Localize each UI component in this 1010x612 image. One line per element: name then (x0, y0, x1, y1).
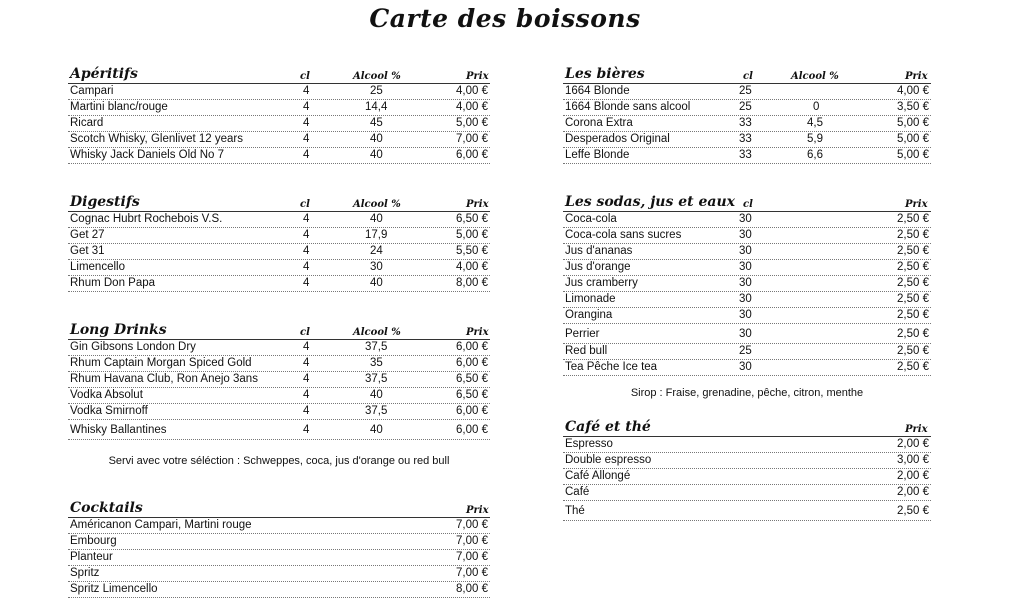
item-alcool: 40 (370, 389, 383, 401)
menu-row (563, 437, 931, 453)
item-alcool: 6,6 (807, 149, 823, 161)
item-name: Gin Gibsons London Dry (70, 341, 196, 353)
item-name: Vodka Absolut (70, 389, 143, 401)
menu-row (68, 228, 490, 244)
item-name: Spritz (70, 567, 100, 579)
menu-row (68, 388, 490, 404)
item-price: 4,00 € (456, 85, 488, 97)
item-alcool: 17,9 (365, 229, 388, 241)
item-price: 5,00 € (897, 133, 929, 145)
item-alcool: 4,5 (807, 117, 823, 129)
menu-row (68, 404, 490, 420)
item-price: 5,00 € (456, 117, 488, 129)
item-cl: 4 (303, 213, 310, 225)
item-price: 3,50 € (897, 101, 929, 113)
item-name: Whisky Jack Daniels Old No 7 (70, 149, 225, 161)
item-alcool: 40 (370, 424, 383, 436)
item-price: 4,00 € (897, 85, 929, 97)
item-cl: 30 (739, 361, 752, 373)
section-title: Cocktails (70, 500, 143, 516)
item-alcool: 37,5 (365, 373, 388, 385)
item-name: Get 27 (70, 229, 105, 241)
menu-row (563, 501, 931, 521)
item-cl: 4 (303, 245, 310, 257)
menu-row (563, 132, 931, 148)
section-header (68, 501, 490, 518)
item-price: 5,50 € (456, 245, 488, 257)
item-cl: 4 (303, 277, 310, 289)
item-cl: 4 (303, 85, 310, 97)
item-price: 2,50 € (897, 361, 929, 373)
item-name: Coca-cola sans sucres (565, 229, 682, 241)
menu-row (563, 100, 931, 116)
item-name: Double espresso (565, 454, 652, 466)
item-name: Thé (565, 505, 585, 517)
item-name: Leffe Blonde (565, 149, 630, 161)
item-name: Coca-cola (565, 213, 617, 225)
item-cl: 4 (303, 389, 310, 401)
item-cl: 25 (739, 101, 752, 113)
item-price: 6,50 € (456, 213, 488, 225)
item-cl: 30 (739, 229, 752, 241)
menu-row (68, 132, 490, 148)
item-price: 2,00 € (897, 486, 929, 498)
header-prix: Prix (466, 327, 489, 338)
item-name: Jus cramberry (565, 277, 638, 289)
item-price: 8,00 € (456, 583, 488, 595)
section-title: Les bières (565, 66, 645, 82)
menu-row (68, 582, 490, 598)
menu-row (68, 566, 490, 582)
item-price: 5,00 € (897, 117, 929, 129)
menu-row (68, 518, 490, 534)
item-cl: 33 (739, 149, 752, 161)
item-alcool: 0 (813, 101, 820, 113)
header-prix: Prix (905, 199, 928, 210)
item-cl: 4 (303, 261, 310, 273)
item-alcool: 14,4 (365, 101, 388, 113)
item-price: 2,50 € (897, 293, 929, 305)
section-cafe (563, 420, 931, 521)
item-cl: 30 (739, 328, 752, 340)
menu-row (68, 534, 490, 550)
section-title: Les sodas, jus et eaux (565, 194, 735, 210)
item-name: Vodka Smirnoff (70, 405, 148, 417)
item-price: 4,00 € (456, 261, 488, 273)
item-cl: 30 (739, 277, 752, 289)
item-alcool: 24 (370, 245, 383, 257)
sirop-note: Sirop : Fraise, grenadine, pêche, citron, menthe (630, 387, 864, 399)
item-name: Limencello (70, 261, 125, 273)
item-price: 7,00 € (456, 551, 488, 563)
section-long-drinks (68, 323, 490, 440)
item-price: 2,50 € (897, 261, 929, 273)
header-cl: cl (300, 327, 310, 338)
item-price: 6,00 € (456, 357, 488, 369)
item-price: 2,50 € (897, 213, 929, 225)
item-price: 2,50 € (897, 505, 929, 517)
section-header (563, 195, 931, 212)
item-cl: 4 (303, 373, 310, 385)
item-cl: 33 (739, 133, 752, 145)
section-sodas (563, 195, 931, 376)
menu-row (68, 84, 490, 100)
item-alcool: 40 (370, 149, 383, 161)
item-price: 3,00 € (897, 454, 929, 466)
item-price: 6,00 € (456, 405, 488, 417)
menu-row (68, 340, 490, 356)
item-price: 8,00 € (456, 277, 488, 289)
item-name: Get 31 (70, 245, 105, 257)
header-prix: Prix (466, 505, 489, 516)
menu-row (68, 244, 490, 260)
menu-row (563, 116, 931, 132)
section-header (68, 195, 490, 212)
section-header (68, 67, 490, 84)
menu-row (68, 212, 490, 228)
item-price: 5,00 € (897, 149, 929, 161)
item-cl: 30 (739, 293, 752, 305)
item-alcool: 35 (370, 357, 383, 369)
item-alcool: 5,9 (807, 133, 823, 145)
item-alcool: 40 (370, 133, 383, 145)
header-alcool: Alcool % (791, 71, 839, 82)
menu-row (563, 212, 931, 228)
item-price: 6,00 € (456, 149, 488, 161)
item-cl: 33 (739, 117, 752, 129)
header-cl: cl (300, 199, 310, 210)
item-alcool: 30 (370, 261, 383, 273)
menu-row (563, 260, 931, 276)
menu-row (68, 116, 490, 132)
menu-row (563, 292, 931, 308)
menu-row (563, 308, 931, 324)
item-price: 2,50 € (897, 309, 929, 321)
item-alcool: 40 (370, 277, 383, 289)
item-name: Desperados Original (565, 133, 670, 145)
item-cl: 30 (739, 245, 752, 257)
item-name: Tea Pêche Ice tea (565, 361, 658, 373)
item-price: 4,00 € (456, 101, 488, 113)
item-name: Jus d'orange (565, 261, 631, 273)
menu-row (68, 550, 490, 566)
item-price: 2,50 € (897, 277, 929, 289)
item-price: 2,00 € (897, 470, 929, 482)
menu-row (563, 148, 931, 164)
section-aperitifs (68, 67, 490, 164)
item-alcool: 45 (370, 117, 383, 129)
header-prix: Prix (466, 71, 489, 82)
menu-row (68, 148, 490, 164)
item-name: Martini blanc/rouge (70, 101, 168, 113)
menu-row (68, 372, 490, 388)
section-header (563, 67, 931, 84)
item-price: 7,00 € (456, 133, 488, 145)
item-alcool: 40 (370, 213, 383, 225)
item-name: Corona Extra (565, 117, 633, 129)
menu-row (563, 244, 931, 260)
item-price: 7,00 € (456, 519, 488, 531)
header-prix: Prix (905, 424, 928, 435)
item-price: 2,50 € (897, 345, 929, 357)
item-cl: 25 (739, 345, 752, 357)
item-price: 6,00 € (456, 341, 488, 353)
section-title: Apéritifs (70, 66, 138, 82)
item-name: Embourg (70, 535, 117, 547)
item-cl: 30 (739, 309, 752, 321)
item-name: Orangina (565, 309, 613, 321)
menu-row (68, 100, 490, 116)
item-name: Espresso (565, 438, 613, 450)
item-name: Américanon Campari, Martini rouge (70, 519, 252, 531)
header-cl: cl (300, 71, 310, 82)
item-cl: 4 (303, 149, 310, 161)
menu-row (563, 276, 931, 292)
header-alcool: Alcool % (353, 327, 401, 338)
header-alcool: Alcool % (353, 199, 401, 210)
item-price: 6,50 € (456, 373, 488, 385)
menu-row (563, 360, 931, 376)
section-digestifs (68, 195, 490, 292)
item-price: 2,50 € (897, 245, 929, 257)
menu-row (68, 356, 490, 372)
item-name: Jus d'ananas (565, 245, 633, 257)
item-price: 2,50 € (897, 229, 929, 241)
menu-row (563, 344, 931, 360)
item-cl: 4 (303, 357, 310, 369)
section-header (68, 323, 490, 340)
section-title: Long Drinks (70, 322, 167, 338)
menu-row (68, 260, 490, 276)
item-name: 1664 Blonde (565, 85, 630, 97)
item-cl: 30 (739, 261, 752, 273)
item-name: Cognac Hubrt Rochebois V.S. (70, 213, 223, 225)
item-name: Planteur (70, 551, 113, 563)
menu-row (68, 420, 490, 440)
item-cl: 30 (739, 213, 752, 225)
menu-row (563, 485, 931, 501)
item-name: Ricard (70, 117, 104, 129)
item-name: Red bull (565, 345, 608, 357)
item-name: Campari (70, 85, 114, 97)
section-bieres (563, 67, 931, 164)
section-title: Café et thé (565, 419, 651, 435)
item-price: 2,00 € (897, 438, 929, 450)
item-price: 5,00 € (456, 229, 488, 241)
item-price: 7,00 € (456, 535, 488, 547)
item-cl: 4 (303, 229, 310, 241)
item-name: Limonade (565, 293, 616, 305)
item-name: Rhum Havana Club, Ron Anejo 3ans (70, 373, 258, 385)
item-price: 2,50 € (897, 328, 929, 340)
item-name: Café Allongé (565, 470, 631, 482)
item-name: Perrier (565, 328, 600, 340)
item-alcool: 37,5 (365, 341, 388, 353)
header-cl: cl (743, 199, 753, 210)
header-prix: Prix (466, 199, 489, 210)
section-cocktails (68, 501, 490, 598)
item-price: 6,50 € (456, 389, 488, 401)
section-header (563, 420, 931, 437)
item-price: 6,00 € (456, 424, 488, 436)
menu-row (563, 228, 931, 244)
header-prix: Prix (905, 71, 928, 82)
page-title: Carte des boissons (369, 4, 641, 33)
item-name: Scotch Whisky, Glenlivet 12 years (70, 133, 243, 145)
menu-row (68, 276, 490, 292)
item-cl: 25 (739, 85, 752, 97)
item-name: 1664 Blonde sans alcool (565, 101, 691, 113)
item-cl: 4 (303, 405, 310, 417)
section-title: Digestifs (70, 194, 140, 210)
header-cl: cl (743, 71, 753, 82)
item-name: Spritz Limencello (70, 583, 158, 595)
item-cl: 4 (303, 341, 310, 353)
item-name: Rhum Captain Morgan Spiced Gold (70, 357, 252, 369)
menu-row (563, 469, 931, 485)
menu-row (563, 84, 931, 100)
menu-row (563, 453, 931, 469)
item-name: Whisky Ballantines (70, 424, 167, 436)
item-cl: 4 (303, 133, 310, 145)
item-cl: 4 (303, 424, 310, 436)
menu-row (563, 324, 931, 344)
item-cl: 4 (303, 117, 310, 129)
item-cl: 4 (303, 101, 310, 113)
header-alcool: Alcool % (353, 71, 401, 82)
item-alcool: 37,5 (365, 405, 388, 417)
item-alcool: 25 (370, 85, 383, 97)
item-price: 7,00 € (456, 567, 488, 579)
item-name: Café (565, 486, 590, 498)
mixer-note: Servi avec votre séléction : Schweppes, coca, jus d'orange ou red bull (108, 455, 450, 467)
item-name: Rhum Don Papa (70, 277, 156, 289)
